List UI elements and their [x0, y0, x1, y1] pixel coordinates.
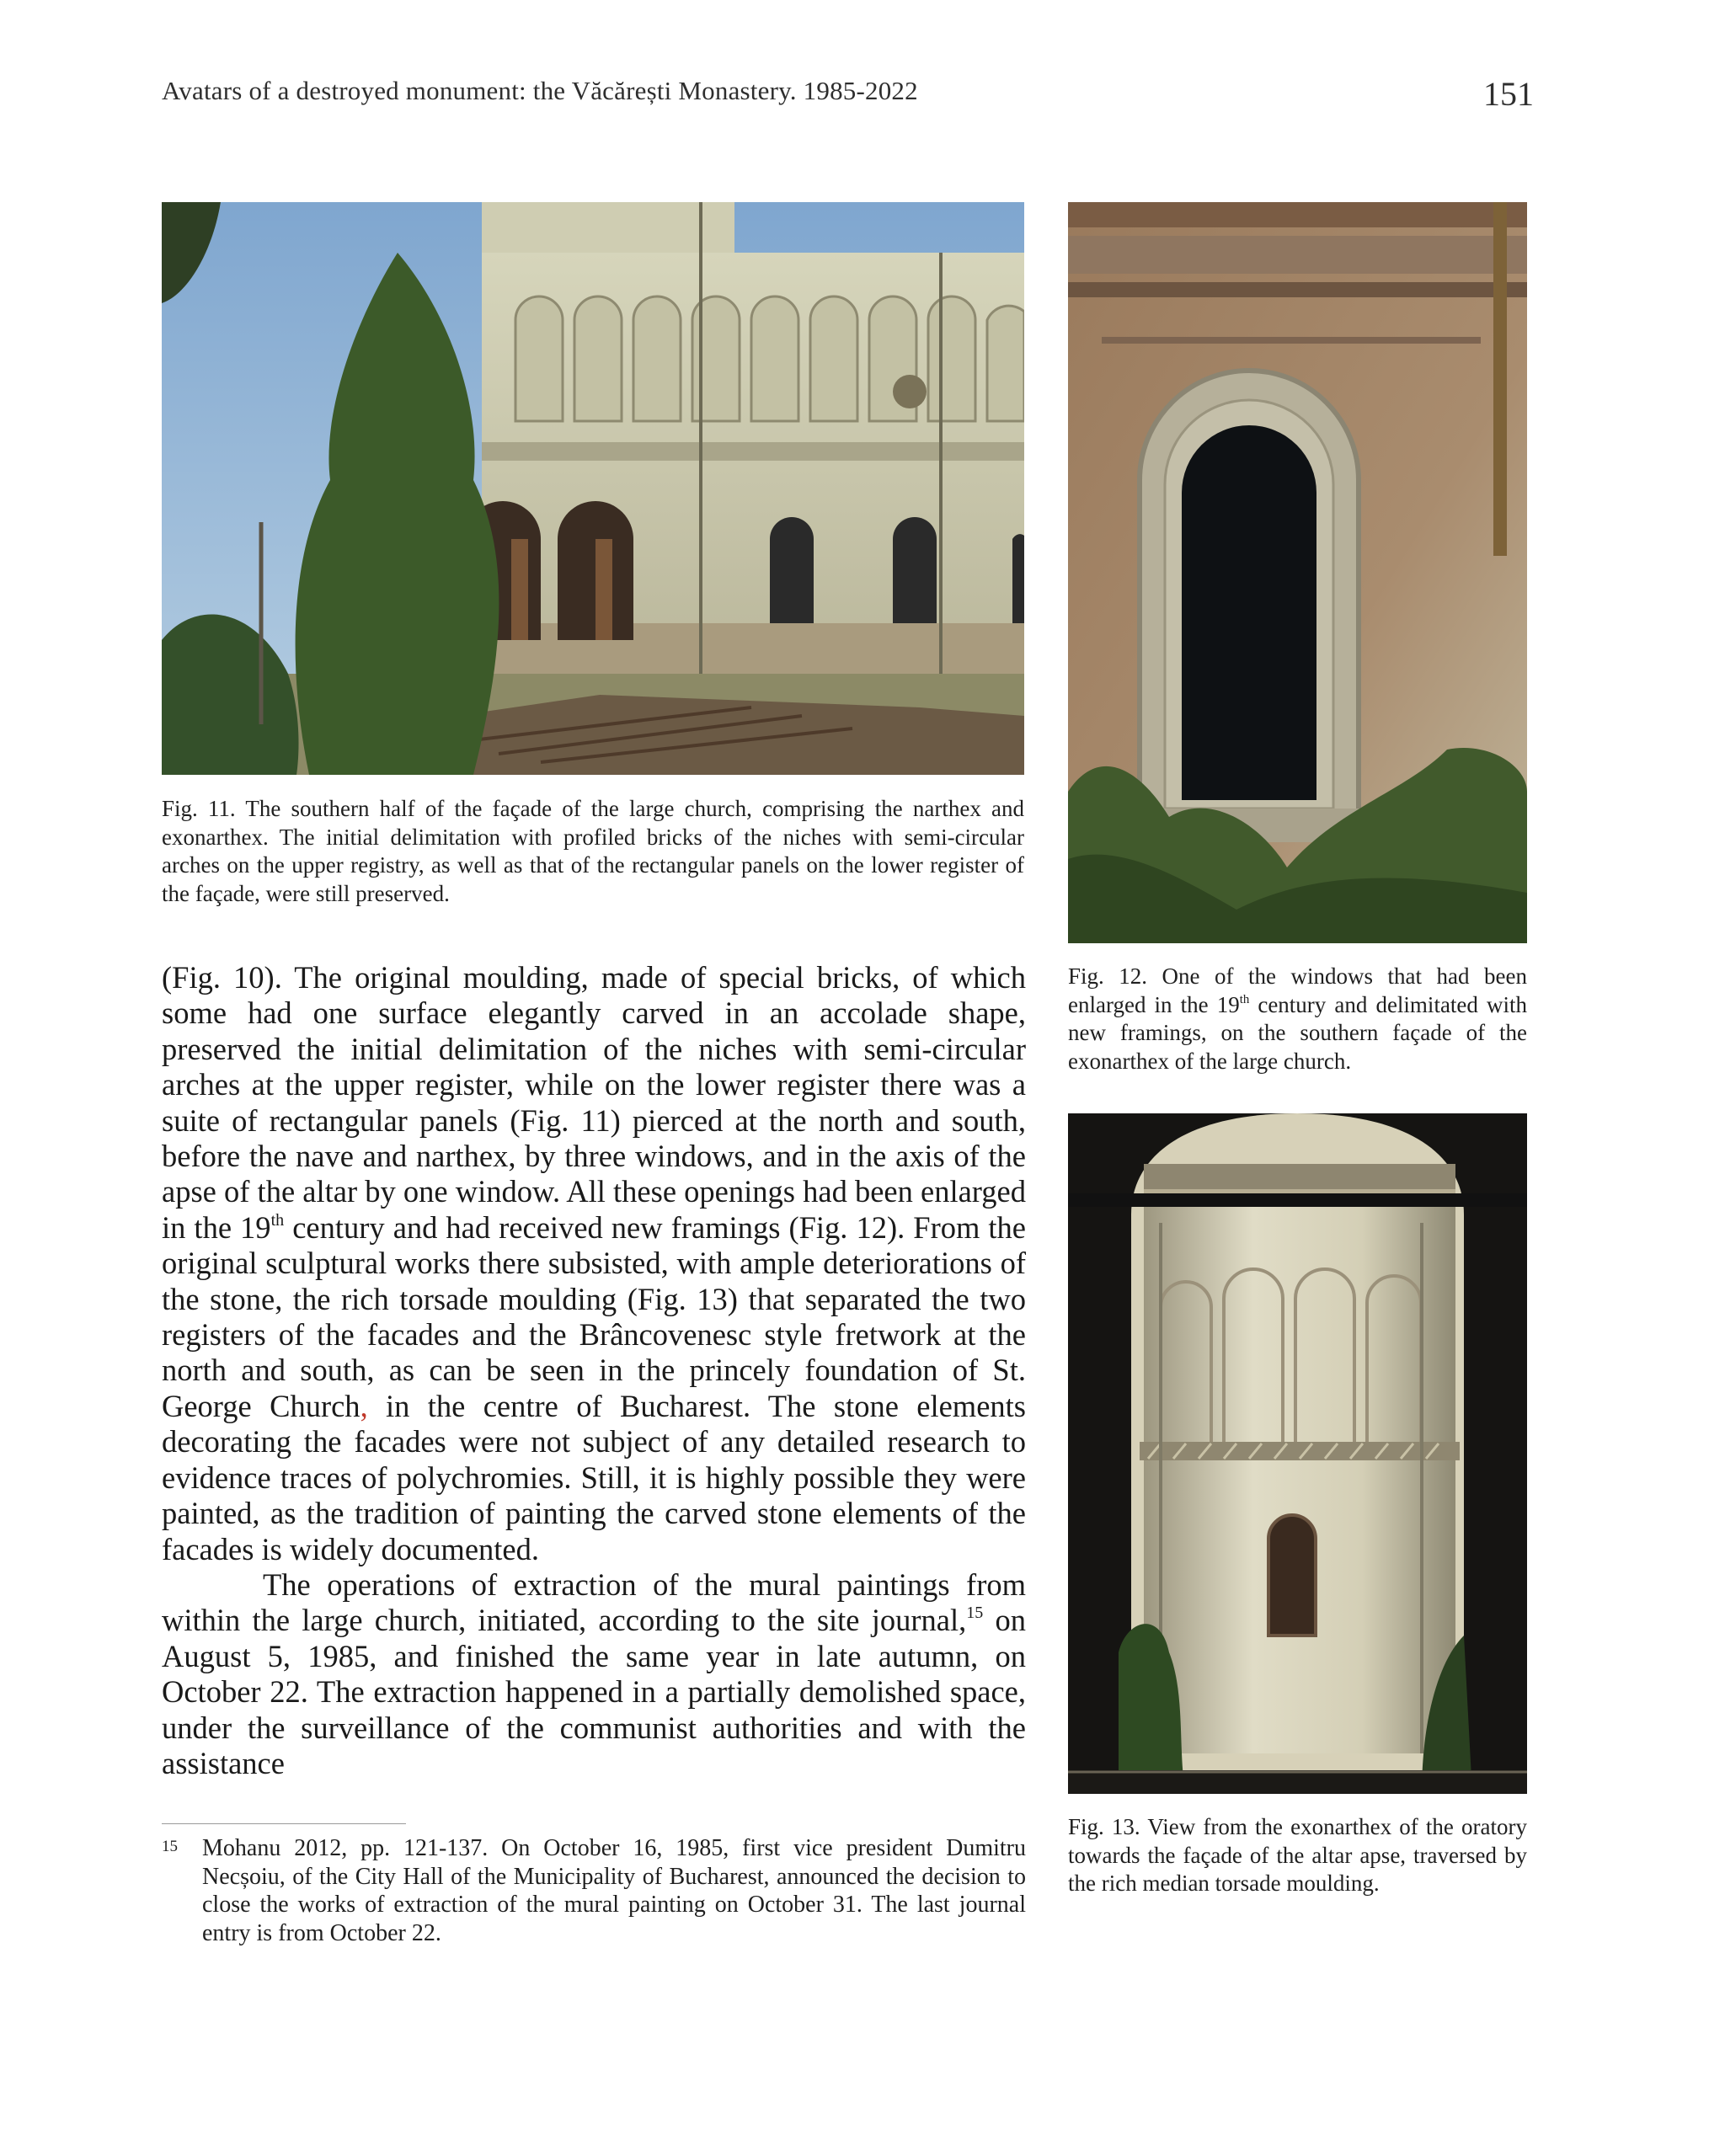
page-number: 151: [1483, 75, 1534, 113]
body-paragraph-2: [162, 1567, 1026, 1781]
fig12-caption-part2: century and delimitated with new framings, on the southern façade of the exonarthex of the large church.: [1068, 991, 1527, 1074]
fig12-caption-part1: Fig. 12. One of the windows that had been enlarged in the 19: [1068, 963, 1527, 1017]
running-title: Avatars of a destroyed monument: the Văcărești Monastery. 1985-2022: [162, 76, 918, 105]
body-p2-part-b: on August 5, 1985, and finished the same year in late autumn, on October 22. The extraction happened in a partially demolished space, under the surveillance of the communist authorities and with the assistance: [162, 1603, 1026, 1780]
footnote-ref-15[interactable]: 15: [966, 1604, 984, 1623]
footnote-divider: [162, 1823, 406, 1824]
body-p1-sup: th: [270, 1210, 285, 1230]
fig11-photo: [162, 202, 1024, 775]
fig12-caption-sup: th: [1239, 992, 1250, 1006]
footnote-15: [162, 1834, 1026, 1947]
body-p1-red-comma: ,: [360, 1388, 368, 1423]
fig13-caption: Fig. 13. View from the exonarthex of the oratory towards the façade of the altar apse, traversed by the rich median torsade moulding.: [1068, 1814, 1527, 1896]
fig12-photo: [1068, 202, 1527, 943]
body-p1-part-a: (Fig. 10). The original moulding, made of special bricks, of which some had one surface elegantly carved in an accolade shape, preserved the initial delimitation of the niches with semi-circular arches at the upper register, while on the lower register there was a suite of rectangular panels (Fig. 11) pierced at the north and south, before the nave and narthex, by three windows, and in the axis of the apse of the altar by one window. All these openings had been enlarged in the 19: [162, 960, 1026, 1245]
body-p1-part-b: century and had received new framings (Fig. 12). From the original sculptural works there subsisted, with ample deteriorations of the stone, the rich torsade moulding (Fig. 13) that separated the two registers of the facades and the Brâncovenesc style fretwork at the north and south, as can be seen in the princely foundation of St. George Church: [162, 1209, 1026, 1423]
body-p2-part-a: The operations of extraction of the mural paintings from within the large church, initiated, according to the site journal,: [162, 1566, 1026, 1638]
body-paragraph-1: [162, 960, 1026, 1567]
footnote-number: 15: [162, 1838, 178, 1855]
fig12-caption: [1068, 963, 1527, 1075]
body-text: [162, 960, 1026, 1781]
body-p1-part-c: in the centre of Bucharest. The stone elements decorating the facades were not subject of any detailed research to evidence traces of polychromies. Still, it is highly possible they were painted, as the tradition of painting the carved stone elements of the facades is widely documented.: [162, 1388, 1026, 1566]
fig13-photo: [1068, 1113, 1527, 1794]
fig11-caption: Fig. 11. The southern half of the façade of the large church, comprising the narthex and exonarthex. The initial delimitation with profiled bricks of the niches with semi-circular arches on the upper registry, as well as that of the rectangular panels on the lower register of the façade, were still preserved.: [162, 796, 1024, 906]
footnote-text: Mohanu 2012, pp. 121-137. On October 16, 1985, first vice president Dumitru Necșoiu, of the City Hall of the Municipality of Bucharest, announced the decision to close the works of extraction of the mural painting on October 31. The last journal entry is from October 22.: [202, 1835, 1026, 1946]
